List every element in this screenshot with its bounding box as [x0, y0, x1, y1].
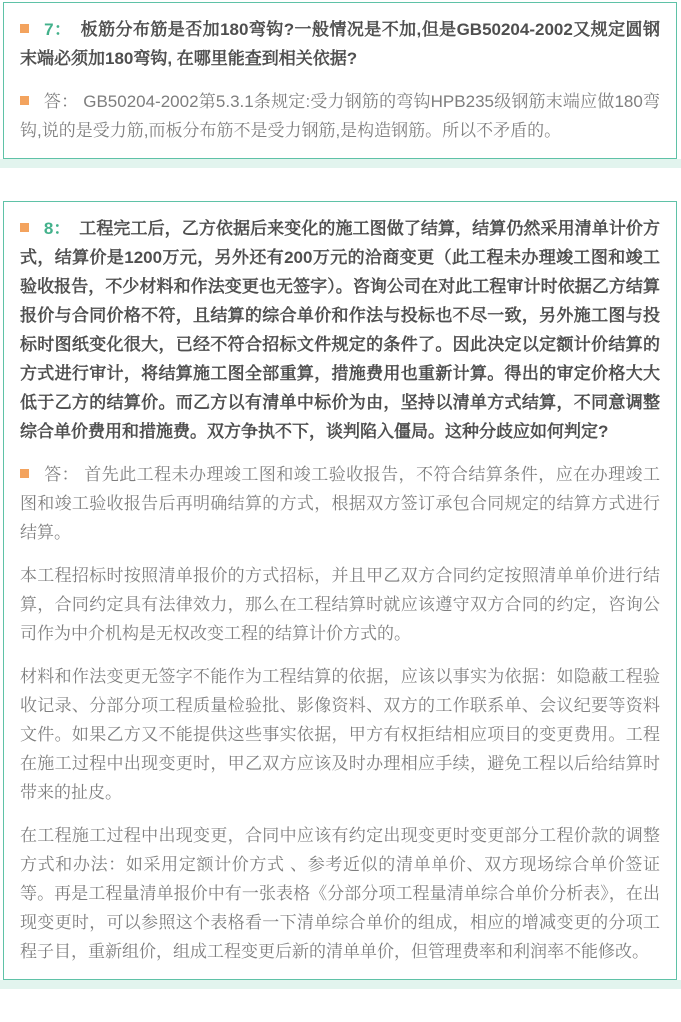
card-bottom-strip	[0, 980, 681, 989]
question-8	[20, 214, 660, 446]
bullet-square-icon	[20, 469, 29, 478]
answer-paragraph: 材料和作法变更无签字不能作为工程结算的依据，应该以事实为依据：如隐蔽工程验收记录、分部分项工程质量检验批、影像资料、双方的工作联系单、会议纪要等资料文件。如果乙方又不能提供这些事实依据，甲方有权拒结相应项目的变更费用。工程在施工过程中出现变更时，甲乙双方应该及时办理相应手续，避免工程以后给结算时带来的扯皮。	[20, 667, 660, 802]
question-number: 8：	[43, 219, 71, 238]
qa-block-7	[0, 2, 681, 168]
qa-block-8	[0, 201, 681, 989]
answer-label: 答：	[43, 92, 79, 111]
answer-paragraph: 首先此工程未办理竣工图和竣工验收报告，不符合结算条件，应在办理竣工图和竣工验收报告后再明确结算的方式，根据双方签订承包合同规定的结算方式进行结算。	[20, 465, 660, 542]
answer-7	[20, 87, 660, 145]
bullet-square-icon	[20, 24, 29, 33]
answer-label: 答：	[44, 465, 80, 484]
question-text: 板筋分布筋是否加180弯钩?一般情况是不加,但是GB50204-2002又规定圆钢末端必须加180弯钩, 在哪里能查到相关依据?	[20, 20, 660, 68]
answer-paragraph: GB50204-2002第5.3.1条规定:受力钢筋的弯钩HPB235级钢筋末端应做180弯钩,说的是受力筋,而板分布筋不是受力钢筋,是构造钢筋。所以不矛盾的。	[20, 92, 661, 140]
answer-paragraph: 在工程施工过程中出现变更，合同中应该有约定出现变更时变更部分工程价款的调整方式和办法：如采用定额计价方式 、参考近似的清单单价、双方现场综合单价签证等。再是工程量清单报价中有一张表格《分部分项工程量清单综合单价分析表》，在出现变更时，可以参照这个表格看一下清单综合单价的组成，相应的增减变更的分项工程子目，重新组价，组成工程变更后新的清单单价，但管理费率和利润率不能修改。	[20, 826, 660, 961]
answer-paragraph: 本工程招标时按照清单报价的方式招标，并且甲乙双方合同约定按照清单单价进行结算，合同约定具有法律效力，那么在工程结算时就应该遵守双方合同的约定，咨询公司作为中介机构是无权改变工程的结算计价方式的。	[20, 566, 660, 643]
question-7	[20, 15, 660, 73]
answer-8	[20, 460, 660, 547]
qa-card-8	[3, 201, 677, 980]
question-text: 工程完工后，乙方依据后来变化的施工图做了结算，结算仍然采用清单计价方式，结算价是1200万元，另外还有200万元的洽商变更（此工程未办理竣工图和竣工验收报告，不少材料和作法变更也无签字）。咨询公司在对此工程审计时依据乙方结算报价与合同价格不符，且结算的综合单价和作法与投标也不尽一致，另外施工图与投标时图纸变化很大，已经不符合招标文件规定的条件了。因此决定以定额计价结算的方式进行审计，将结算施工图全部重算，措施费用也重新计算。得出的审定价格大大低于乙方的结算价。而乙方以有清单中标价为由，坚持以清单方式结算，不同意调整综合单价费用和措施费。双方争执不下，谈判陷入僵局。这种分歧应如何判定?	[20, 219, 660, 441]
bullet-square-icon	[20, 96, 29, 105]
question-number: 7：	[44, 20, 72, 39]
bullet-square-icon	[20, 223, 29, 232]
card-bottom-strip	[0, 159, 681, 168]
qa-card-7	[3, 2, 677, 159]
